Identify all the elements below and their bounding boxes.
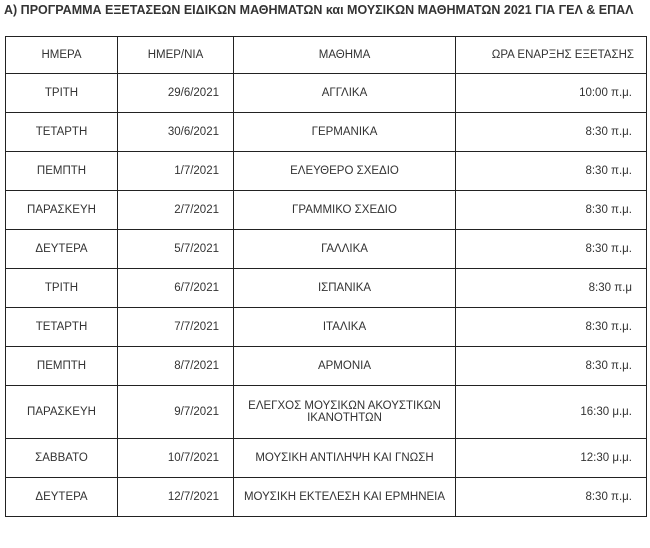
cell-day: ΤΡΙΤΗ: [6, 74, 118, 113]
table-row: [6, 478, 647, 517]
cell-day: ΠΕΜΠΤΗ: [6, 152, 118, 191]
cell-date: 2/7/2021: [118, 191, 234, 230]
cell-time: 16:30 μ.μ.: [456, 386, 647, 439]
table-row: [6, 308, 647, 347]
cell-day: ΣΑΒΒΑΤΟ: [6, 439, 118, 478]
cell-date: 9/7/2021: [118, 386, 234, 439]
cell-date: 5/7/2021: [118, 230, 234, 269]
cell-date: 12/7/2021: [118, 478, 234, 517]
cell-subject: ΑΓΓΛΙΚΑ: [234, 74, 456, 113]
cell-date: 8/7/2021: [118, 347, 234, 386]
cell-time: 8:30 π.μ.: [456, 347, 647, 386]
table-row: [6, 191, 647, 230]
cell-subject: ΙΣΠΑΝΙΚΑ: [234, 269, 456, 308]
page-title: Α) ΠΡΟΓΡΑΜΜΑ ΕΞΕΤΑΣΕΩΝ ΕΙΔΙΚΩΝ ΜΑΘΗΜΑΤΩΝ και ΜΟΥΣΙΚΩΝ ΜΑΘΗΜΑΤΩΝ 2021 ΓΙΑ ΓΕΛ & ΕΠΑΛ: [4, 3, 634, 17]
cell-day: ΔΕΥΤΕΡΑ: [6, 230, 118, 269]
cell-date: 30/6/2021: [118, 113, 234, 152]
exam-schedule-table: [5, 36, 647, 517]
header-day: ΗΜΕΡΑ: [6, 37, 118, 74]
cell-subject: ΕΛΕΥΘΕΡΟ ΣΧΕΔΙΟ: [234, 152, 456, 191]
cell-day: ΤΕΤΑΡΤΗ: [6, 113, 118, 152]
cell-date: 10/7/2021: [118, 439, 234, 478]
cell-subject: ΜΟΥΣΙΚΗ ΑΝΤΙΛΗΨΗ ΚΑΙ ΓΝΩΣΗ: [234, 439, 456, 478]
table-row: [6, 386, 647, 439]
table-row: [6, 439, 647, 478]
cell-date: 29/6/2021: [118, 74, 234, 113]
cell-day: ΠΕΜΠΤΗ: [6, 347, 118, 386]
cell-time: 8:30 π.μ.: [456, 113, 647, 152]
cell-time: 8:30 π.μ: [456, 269, 647, 308]
header-date: ΗΜΕΡ/ΝΙΑ: [118, 37, 234, 74]
table-row: [6, 113, 647, 152]
cell-subject: ΓΕΡΜΑΝΙΚΑ: [234, 113, 456, 152]
cell-day: ΠΑΡΑΣΚΕΥΗ: [6, 191, 118, 230]
cell-subject: ΓΑΛΛΙΚΑ: [234, 230, 456, 269]
cell-day: ΔΕΥΤΕΡΑ: [6, 478, 118, 517]
table-row: [6, 152, 647, 191]
cell-time: 8:30 π.μ.: [456, 478, 647, 517]
cell-subject: ΓΡΑΜΜΙΚΟ ΣΧΕΔΙΟ: [234, 191, 456, 230]
cell-time: 8:30 π.μ.: [456, 191, 647, 230]
cell-time: 8:30 π.μ.: [456, 152, 647, 191]
cell-date: 1/7/2021: [118, 152, 234, 191]
cell-subject: ΕΛΕΓΧΟΣ ΜΟΥΣΙΚΩΝ ΑΚΟΥΣΤΙΚΩΝ ΙΚΑΝΟΤΗΤΩΝ: [234, 386, 456, 439]
header-start-time: ΩΡΑ ΕΝΑΡΞΗΣ ΕΞΕΤΑΣΗΣ: [456, 37, 647, 74]
table-row: [6, 347, 647, 386]
cell-date: 7/7/2021: [118, 308, 234, 347]
cell-subject: ΑΡΜΟΝΙΑ: [234, 347, 456, 386]
cell-day: ΠΑΡΑΣΚΕΥΗ: [6, 386, 118, 439]
cell-time: 10:00 π.μ.: [456, 74, 647, 113]
table-header-row: [6, 37, 647, 74]
cell-time: 12:30 μ.μ.: [456, 439, 647, 478]
header-subject: ΜΑΘΗΜΑ: [234, 37, 456, 74]
table-row: [6, 230, 647, 269]
table-row: [6, 74, 647, 113]
cell-subject: ΙΤΑΛΙΚΑ: [234, 308, 456, 347]
cell-day: ΤΡΙΤΗ: [6, 269, 118, 308]
cell-time: 8:30 π.μ.: [456, 308, 647, 347]
cell-time: 8:30 π.μ.: [456, 230, 647, 269]
cell-date: 6/7/2021: [118, 269, 234, 308]
cell-subject: ΜΟΥΣΙΚΗ ΕΚΤΕΛΕΣΗ ΚΑΙ ΕΡΜΗΝΕΙΑ: [234, 478, 456, 517]
cell-day: ΤΕΤΑΡΤΗ: [6, 308, 118, 347]
table-row: [6, 269, 647, 308]
